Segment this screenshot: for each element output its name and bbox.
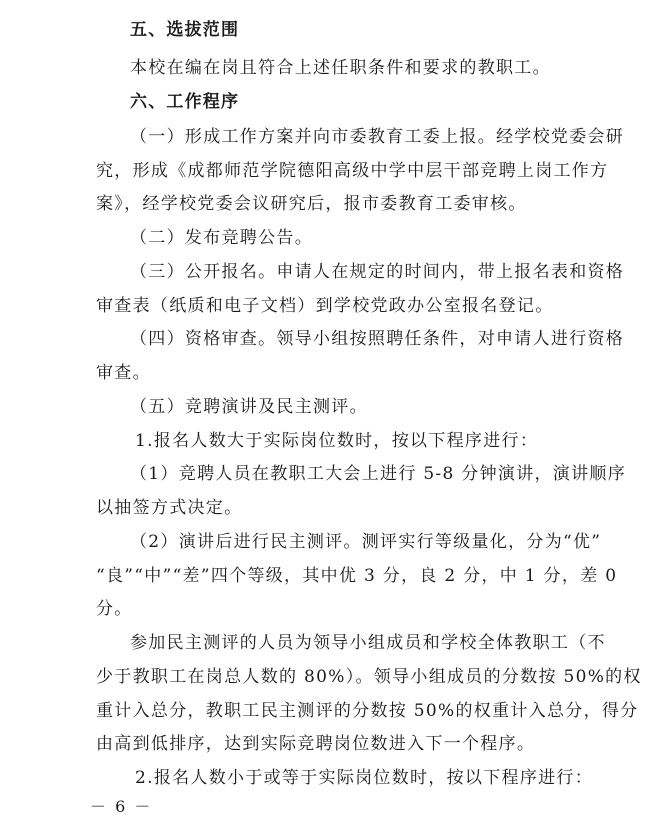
paragraph-line: “良”“中”“差”四个等级，其中优 3 分，良 2 分，中 1 分，差 0 xyxy=(96,566,618,586)
paragraph-line: （四）资格审查。领导小组按照聘任条件，对申请人进行资格 xyxy=(130,329,625,349)
paragraph-line: （1）竞聘人员在教职工大会上进行 5-8 分钟演讲，演讲顺序 xyxy=(130,464,626,484)
paragraph-line: 分。 xyxy=(96,599,133,619)
section-5-body: 本校在编在岗且符合上述任职条件和要求的教职工。 xyxy=(130,58,551,78)
section-5-title: 五、选拔范围 xyxy=(130,20,240,40)
paragraph-line: 审查。 xyxy=(96,363,151,383)
paragraph-line: 审查表（纸质和电子文档）到学校党政办公室报名登记。 xyxy=(96,296,554,316)
page-number: － 6 － xyxy=(90,797,153,816)
paragraph-line: 少于教职工在岗总人数的 80%）。领导小组成员的分数按 50%的权 xyxy=(96,667,642,687)
paragraph-line: 1.报名人数大于实际岗位数时，按以下程序进行： xyxy=(135,431,539,451)
paragraph-line: 2.报名人数小于或等于实际岗位数时，按以下程序进行： xyxy=(135,768,594,788)
paragraph-line: 案》，经学校党委会议研究后，报市委教育工委审核。 xyxy=(96,194,527,214)
paragraph-line: 参加民主测评的人员为领导小组成员和学校全体教职工（不 xyxy=(130,633,606,653)
paragraph-line: 以抽签方式决定。 xyxy=(96,498,243,518)
section-6-title: 六、工作程序 xyxy=(130,92,240,112)
paragraph-line: （2）演讲后进行民主测评。测评实行等级量化，分为“优” xyxy=(130,532,602,552)
paragraph-line: （二）发布竞聘公告。 xyxy=(130,228,313,248)
paragraph-line: 究，形成《成都师范学院德阳高级中学中层干部竞聘上岗工作方 xyxy=(96,161,609,181)
paragraph-line: （五）竞聘演讲及民主测评。 xyxy=(130,397,368,417)
paragraph-line: （一）形成工作方案并向市委教育工委上报。经学校党委会研 xyxy=(130,127,625,147)
paragraph-line: （三）公开报名。申请人在规定的时间内，带上报名表和资格 xyxy=(130,262,625,282)
paragraph-line: 重计入总分，教职工民主测评的分数按 50%的权重计入总分，得分 xyxy=(96,701,639,721)
paragraph-line: 由高到低排序，达到实际竞聘岗位数进入下一个程序。 xyxy=(96,734,536,754)
